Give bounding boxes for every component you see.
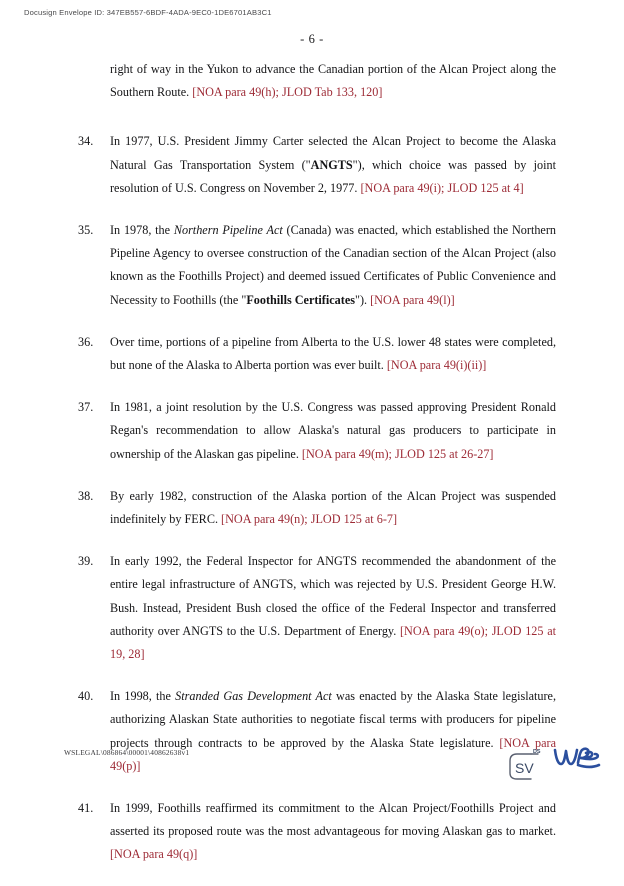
ds-tag-label: DS [533, 749, 541, 756]
paragraph-number: 36. [78, 334, 94, 349]
paragraph-text: In 1981, a joint resolution by the U.S. Congress was passed approving President Ronald Regan's recommendation to allow Alaska's natural gas producers to participate in ownership of the Alaskan gas pipeline. [110, 400, 556, 461]
ds-initials: SV [515, 760, 534, 776]
citation: [NOA para 49(o); JLOD 125 at 19, 28] [110, 623, 556, 662]
paragraph-text: (Canada) was enacted, which established the Northern Pipeline Agency to oversee construction of the Canadian section of the Alcan Project (also known as the Foothills Project) and deemed issued Certificates of Public Convenience and Necessity to Foothills (the " [110, 223, 556, 307]
paragraph-number: 39. [78, 554, 94, 569]
paragraph-text: Over time, portions of a pipeline from Alberta to the U.S. lower 48 states were completed, but none of the Alaska to Alberta portion was ever built. [110, 334, 556, 373]
numbered-paragraph [78, 797, 556, 867]
continuation-text: right of way in the Yukon to advance the Canadian portion of the Alcan Project along the Southern Route. [110, 62, 556, 100]
numbered-paragraph [78, 130, 556, 200]
citation: [NOA para 49(i)(ii)] [386, 358, 487, 373]
defined-term: ANGTS [310, 157, 353, 172]
document-reference-footer: WSLEGAL\086864\00001\40862638v1 [64, 748, 190, 757]
paragraph-number: 38. [78, 488, 94, 503]
citation: [NOA para 49(p)] [110, 735, 556, 773]
numbered-paragraph [78, 485, 556, 531]
paragraph-number: 41. [78, 801, 94, 816]
docusign-initials-stamp[interactable] [505, 748, 545, 782]
defined-term: Foothills Certificates [246, 292, 355, 307]
numbered-paragraph [78, 550, 556, 666]
page-number: - 6 - [300, 32, 324, 46]
docusign-envelope-id: Docusign Envelope ID: 347EB557-6BDF-4ADA-9EC0-1DE6701AB3C1 [24, 8, 272, 17]
citation: [NOA para 49(i); JLOD 125 at 4] [360, 180, 524, 195]
citation: [NOA para 49(n); JLOD 125 at 6-7] [221, 512, 398, 527]
statute-title: Stranded Gas Development Act [175, 689, 332, 704]
paragraph-text: By early 1982, construction of the Alaska portion of the Alcan Project was suspended indefinitely by FERC. [110, 488, 556, 527]
paragraph-text: In 1978, the [110, 223, 174, 238]
paragraph-text: "), which choice was passed by joint resolution of U.S. Congress on November 2, 1977. [110, 157, 556, 195]
numbered-paragraph [78, 396, 556, 466]
citation: [NOA para 49(m); JLOD 125 at 26-27] [301, 446, 494, 461]
numbered-paragraph [78, 331, 556, 377]
paragraph-text: In 1998, the [110, 689, 176, 704]
citation: [NOA para 49(l)] [370, 292, 455, 307]
paragraph-text: "). [354, 292, 371, 307]
citation: [NOA para 49(q)] [110, 847, 198, 862]
document-body [78, 58, 556, 886]
paragraph-text: In 1977, U.S. President Jimmy Carter selected the Alcan Project to become the Alaska Natural Gas Transportation System (" [110, 134, 556, 172]
paragraph-number: 35. [78, 223, 94, 238]
paragraph-text: was enacted by the Alaska State legislature, authorizing Alaskan State authorities to negotiate fiscal terms with producers for pipeline projects through contracts to be approved by the Alaska State legislature. [110, 689, 556, 750]
signature-area [495, 735, 615, 795]
statute-title: Northern Pipeline Act [173, 223, 283, 238]
paragraph-number: 34. [78, 134, 94, 149]
numbered-paragraph [78, 685, 556, 778]
citation: [NOA para 49(h); JLOD Tab 133, 120] [192, 85, 383, 100]
numbered-paragraph [78, 219, 556, 312]
paragraph-number: 37. [78, 400, 94, 415]
paragraph-text: In early 1992, the Federal Inspector for ANGTS recommended the abandonment of the entire legal infrastructure of ANGTS, which was rejected by U.S. President George H.W. Bush. Instead, President Bush closed the office of the Federal Inspector and transferred authority over ANGTS to the U.S. Department of Energy. [110, 554, 556, 638]
paragraph-number: 40. [78, 689, 94, 704]
continuation-paragraph [78, 58, 556, 104]
handwritten-signature [552, 741, 610, 779]
paragraph-text: In 1999, Foothills reaffirmed its commitment to the Alcan Project/Foothills Project and asserted its proposed route was the most advantageous for moving Alaskan gas to market. [110, 801, 556, 839]
